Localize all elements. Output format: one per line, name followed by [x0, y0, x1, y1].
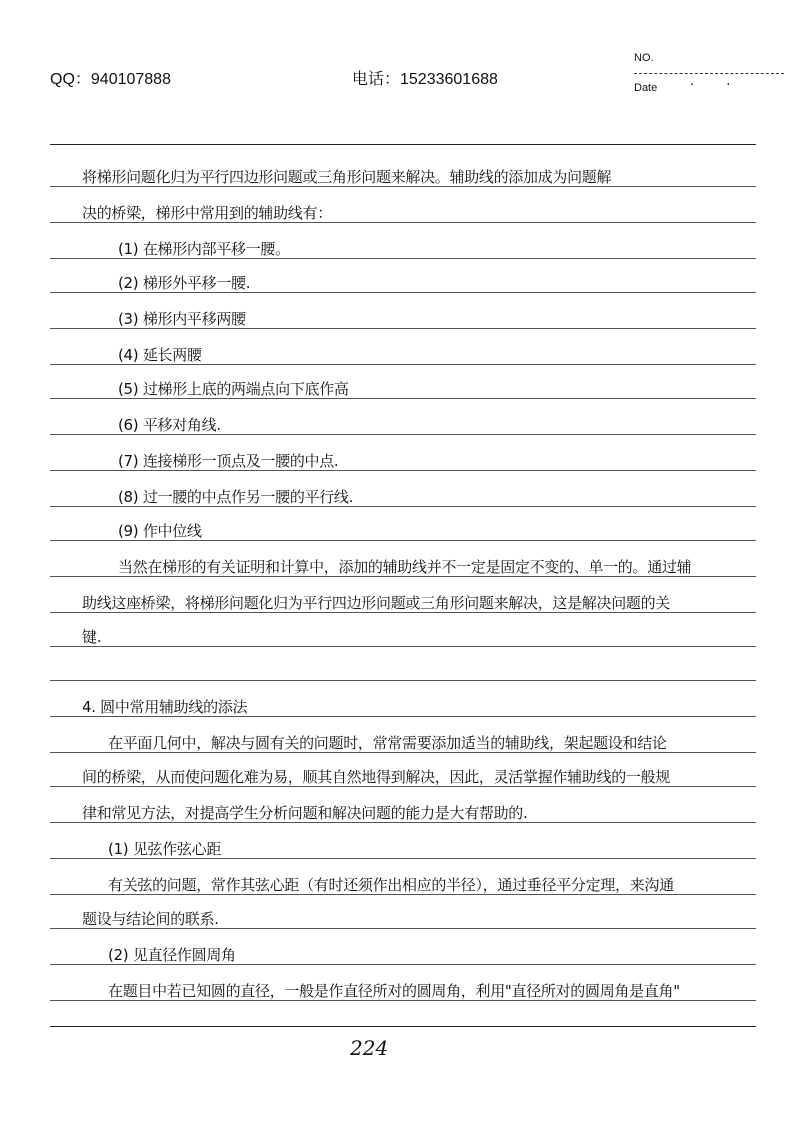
ruled-line: [50, 894, 756, 895]
ruled-line: [50, 964, 756, 965]
text-line-9: 有关弦的问题，常作其弦心距（有时还须作出相应的半径），通过垂径平分定理，来沟通: [108, 876, 674, 894]
ruled-line: [50, 258, 756, 259]
ruled-line: [50, 612, 756, 613]
ruled-line: [50, 786, 756, 787]
ruled-line: [50, 186, 756, 187]
no-date-box: [634, 52, 784, 102]
list-item-8: (8) 过一腰的中点作另一腰的平行线.: [118, 488, 354, 506]
date-label: Date: [634, 82, 658, 94]
text-line-7: 间的桥梁，从而使问题化难为易，顺其自然地得到解决，因此，灵活掌握作辅助线的一般规: [82, 768, 671, 786]
ruled-line: [50, 364, 756, 365]
ruled-line: [50, 292, 756, 293]
text-line-5: 键.: [82, 628, 102, 646]
ruled-line: [50, 576, 756, 577]
list-item-4: (4) 延长两腰: [118, 346, 202, 364]
list-item-3: (3) 梯形内平移两腰: [118, 310, 246, 328]
no-dashed-line: [634, 73, 784, 74]
list-item-9: (9) 作中位线: [118, 522, 202, 540]
ruled-line: [50, 470, 756, 471]
ruled-line: [50, 822, 756, 823]
text-line-10: 题设与结论间的联系.: [82, 910, 219, 928]
date-dots: · ·: [690, 78, 745, 93]
sub-heading-2: (2) 见直径作圆周角: [108, 946, 236, 964]
bottom-rule: [50, 1026, 756, 1027]
list-item-2: (2) 梯形外平移一腰.: [118, 274, 251, 292]
ruled-line: [50, 680, 756, 681]
page-number: 224: [350, 1036, 389, 1060]
ruled-line: [50, 716, 756, 717]
text-line-11: 在题目中若已知圆的直径，一般是作直径所对的圆周角，利用"直径所对的圆周角是直角": [108, 982, 680, 1000]
text-line-4: 助线这座桥梁，将梯形问题化归为平行四边形问题或三角形问题来解决，这是解决问题的关: [82, 594, 671, 612]
text-line-8: 律和常见方法，对提高学生分析问题和解决问题的能力是大有帮助的.: [82, 804, 528, 822]
text-line-3: 当然在梯形的有关证明和计算中，添加的辅助线并不一定是固定不变的、单一的。通过辅: [118, 558, 692, 576]
ruled-line: [50, 1000, 756, 1001]
list-item-1: (1) 在梯形内部平移一腰。: [118, 240, 290, 258]
header-phone: 电话：15233601688: [352, 71, 498, 88]
text-line-6: 在平面几何中，解决与圆有关的问题时，常常需要添加适当的辅助线，架起题设和结论: [108, 734, 667, 752]
ruled-line: [50, 506, 756, 507]
sub-heading-1: (1) 见弦作弦心距: [108, 840, 222, 858]
ruled-line: [50, 540, 756, 541]
no-label: NO.: [634, 52, 654, 64]
ruled-line: [50, 858, 756, 859]
list-item-5: (5) 过梯形上底的两端点向下底作高: [118, 380, 349, 398]
header-qq: QQ：940107888: [50, 71, 171, 88]
ruled-line: [50, 398, 756, 399]
list-item-7: (7) 连接梯形一顶点及一腰的中点.: [118, 452, 339, 470]
ruled-line: [50, 928, 756, 929]
ruled-line: [50, 222, 756, 223]
text-line-2: 决的桥梁，梯形中常用到的辅助线有：: [82, 204, 332, 222]
text-line-1: 将梯形问题化归为平行四边形问题或三角形问题来解决。辅助线的添加成为问题解: [82, 168, 612, 186]
section-heading: 4. 圆中常用辅助线的添法: [82, 698, 248, 716]
ruled-line: [50, 646, 756, 647]
ruled-line: [50, 328, 756, 329]
top-rule: [50, 144, 756, 145]
ruled-line: [50, 752, 756, 753]
ruled-line: [50, 434, 756, 435]
list-item-6: (6) 平移对角线.: [118, 416, 221, 434]
